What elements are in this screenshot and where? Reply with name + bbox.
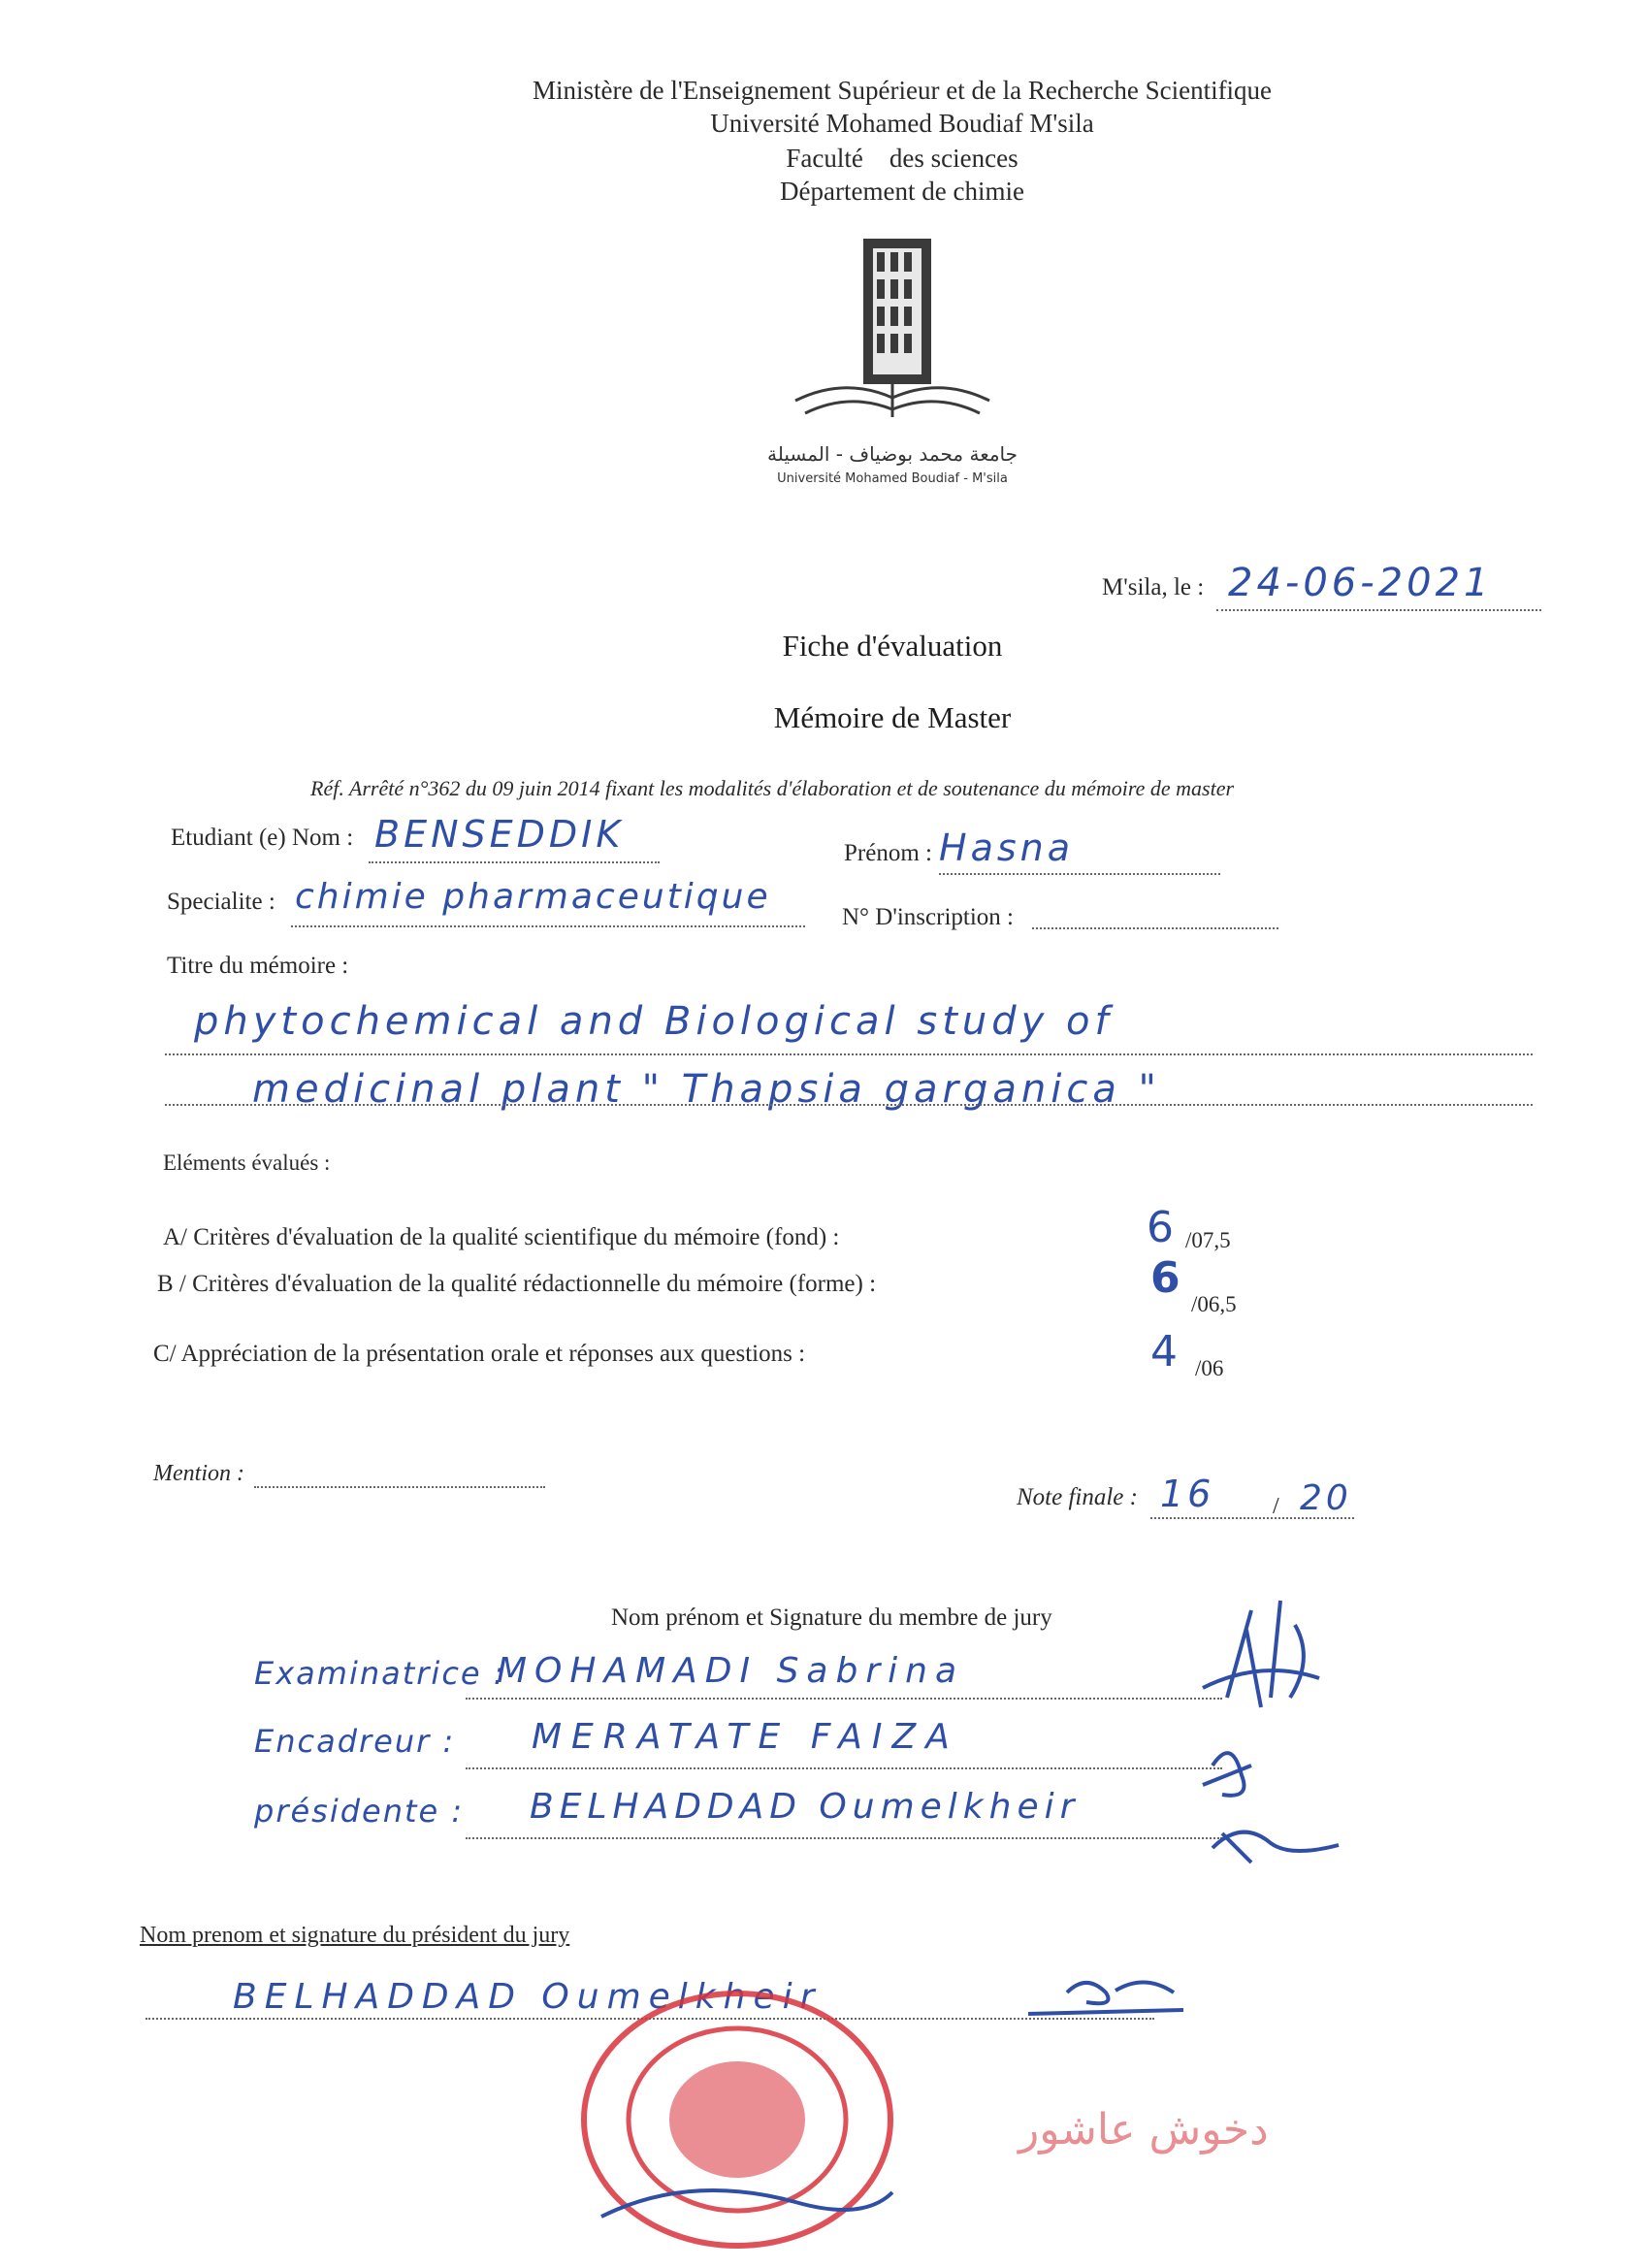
specialty-dotline bbox=[291, 925, 805, 927]
thesis-title-line2: medicinal plant " Thapsia garganica " bbox=[252, 1067, 1161, 1112]
student-name-label: Etudiant (e) Nom : bbox=[171, 825, 354, 851]
date-dotline bbox=[1216, 609, 1541, 611]
jury-name-president: BELHADDAD Oumelkheir bbox=[530, 1787, 1081, 1827]
criterion-b-max: /06,5 bbox=[1191, 1292, 1237, 1316]
name-dotline bbox=[369, 861, 660, 863]
jury-role-president: présidente : bbox=[254, 1793, 465, 1830]
criterion-c-max: /06 bbox=[1195, 1356, 1224, 1380]
criterion-c-score: 4 bbox=[1150, 1327, 1178, 1377]
president-heading: Nom prenom et signature du président du jury bbox=[140, 1923, 570, 1948]
specialty-label: Specialite : bbox=[167, 889, 275, 915]
form-title: Fiche d'évaluation bbox=[782, 629, 1003, 663]
mention-dotline bbox=[254, 1486, 545, 1488]
specialty-value: chimie pharmaceutique bbox=[295, 877, 771, 917]
final-note-value: 16 bbox=[1160, 1473, 1215, 1515]
jury-role-supervisor: Encadreur : bbox=[254, 1723, 456, 1760]
criterion-b-score: 6 bbox=[1150, 1253, 1180, 1303]
legal-reference: Réf. Arrêté n°362 du 09 juin 2014 fixant les modalités d'élaboration et de soutenance du mémoire de master bbox=[310, 776, 1235, 800]
jury-name-supervisor: MERATATE FAIZA bbox=[532, 1717, 959, 1757]
university-logo bbox=[776, 231, 1009, 454]
jury-dotline-2 bbox=[466, 1767, 1222, 1769]
jury-dotline-1 bbox=[466, 1698, 1222, 1700]
firstname-dotline bbox=[939, 873, 1220, 875]
stamp-arabic-name: دخوش عاشور bbox=[1018, 2105, 1269, 2155]
student-name-value: BENSEDDIK bbox=[374, 813, 625, 856]
final-note-max: 20 bbox=[1300, 1478, 1352, 1518]
form-subtitle: Mémoire de Master bbox=[773, 700, 1012, 734]
ministry-line: Ministère de l'Enseignement Supérieur et de la Recherche Scientifique bbox=[532, 76, 1273, 105]
date-label: M'sila, le : bbox=[1102, 574, 1205, 600]
criterion-b-text: B / Critères d'évaluation de la qualité rédactionnelle du mémoire (forme) : bbox=[157, 1271, 877, 1297]
jury-signatures bbox=[1145, 1591, 1397, 1882]
logo-latin-text: Université Mohamed Boudiaf - M'sila bbox=[777, 471, 1008, 486]
president-name: BELHADDAD Oumelkheir bbox=[233, 1977, 823, 2017]
thesis-title-line1: phytochemical and Biological study of bbox=[194, 999, 1114, 1044]
jury-name-examiner: MOHAMADI Sabrina bbox=[497, 1651, 965, 1691]
student-firstname-label: Prénom : bbox=[844, 840, 932, 866]
criterion-a-max: /07,5 bbox=[1185, 1228, 1231, 1252]
thesis-dotline-1 bbox=[165, 1053, 1533, 1055]
final-note-dotline bbox=[1150, 1517, 1354, 1519]
student-firstname-value: Hasna bbox=[939, 826, 1075, 869]
inscription-label: N° D'inscription : bbox=[842, 904, 1014, 930]
jury-dotline-3 bbox=[466, 1837, 1222, 1839]
inscription-dotline bbox=[1032, 927, 1278, 929]
criterion-c-text: C/ Appréciation de la présentation orale et réponses aux questions : bbox=[153, 1341, 806, 1367]
date-value: 24-06-2021 bbox=[1228, 561, 1493, 605]
mention-label: Mention : bbox=[153, 1461, 244, 1486]
final-note-label: Note finale : bbox=[1017, 1484, 1138, 1510]
jury-role-examiner: Examinatrice : bbox=[254, 1655, 506, 1692]
university-line: Université Mohamed Boudiaf M'sila bbox=[710, 109, 1094, 138]
criterion-a-text: A/ Critères d'évaluation de la qualité scientifique du mémoire (fond) : bbox=[163, 1224, 840, 1250]
thesis-title-label: Titre du mémoire : bbox=[167, 953, 349, 979]
logo-arabic-text: جامعة محمد بوضياف - المسيلة bbox=[766, 442, 1018, 466]
jury-heading: Nom prénom et Signature du membre de jury bbox=[611, 1604, 1052, 1631]
department-line: Département de chimie bbox=[780, 177, 1024, 206]
faculty-line: Faculté des sciences bbox=[786, 144, 1018, 173]
criterion-a-score: 6 bbox=[1147, 1203, 1174, 1252]
evaluation-label: Eléments évalués : bbox=[163, 1150, 331, 1175]
president-signature bbox=[1009, 1963, 1203, 2031]
thesis-dotline-2 bbox=[165, 1104, 1533, 1106]
official-stamp bbox=[572, 1979, 902, 2260]
